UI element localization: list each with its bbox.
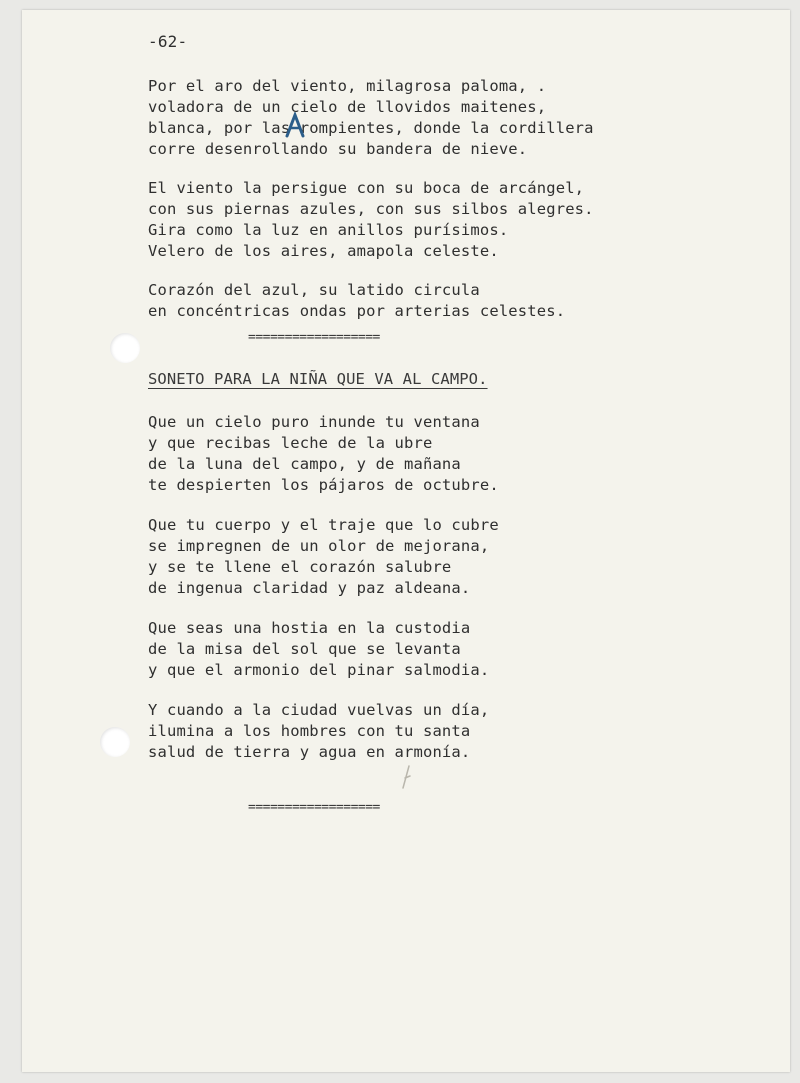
poem-line: en concéntricas ondas por arterias celestes. (148, 302, 566, 320)
poem-line: con sus piernas azules, con sus silbos alegres. (148, 200, 594, 218)
sonnet-line: Que tu cuerpo y el traje que lo cubre (148, 516, 499, 534)
sonnet-line: se impregnen de un olor de mejorana, (148, 537, 490, 555)
section-separator: ================== (248, 800, 380, 815)
poem-line: El viento la persigue con su boca de arcángel, (148, 179, 585, 197)
poem-line: corre desenrollando su bandera de nieve. (148, 140, 528, 158)
sonnet-line: Que seas una hostia en la custodia (148, 619, 471, 637)
poem-line: voladora de un cielo de llovidos maitenes, (148, 98, 547, 116)
sonnet-line: y se te llene el corazón salubre (148, 558, 452, 576)
sonnet-line: de la misa del sol que se levanta (148, 640, 461, 658)
section-separator: ================== (248, 330, 380, 345)
handwritten-correction-mark (284, 112, 308, 140)
sonnet-line: y que el armonio del pinar salmodia. (148, 661, 490, 679)
poem-line: Gira como la luz en anillos purísimos. (148, 221, 509, 239)
sonnet-line: Y cuando a la ciudad vuelvas un día, (148, 701, 490, 719)
punch-hole-top (110, 333, 140, 363)
sonnet-line: salud de tierra y agua en armonía. (148, 743, 471, 761)
poem-line: blanca, por las rompientes, donde la cordillera (148, 119, 594, 137)
page-number: -62- (148, 32, 188, 51)
poem-line: Por el aro del viento, milagrosa paloma, . (148, 77, 547, 95)
sonnet-line: ilumina a los hombres con tu santa (148, 722, 471, 740)
poem-line: Corazón del azul, su latido circula (148, 281, 480, 299)
sonnet-line: de la luna del campo, y de mañana (148, 455, 461, 473)
sonnet-line: Que un cielo puro inunde tu ventana (148, 413, 480, 431)
sonnet-line: de ingenua claridad y paz aldeana. (148, 579, 471, 597)
pencil-mark (398, 764, 414, 790)
sonnet-line: y que recibas leche de la ubre (148, 434, 433, 452)
sonnet-title: SONETO PARA LA NIÑA QUE VA AL CAMPO. (148, 370, 488, 388)
sonnet-line: te despierten los pájaros de octubre. (148, 476, 499, 494)
punch-hole-bottom (100, 727, 130, 757)
poem-line: Velero de los aires, amapola celeste. (148, 242, 499, 260)
